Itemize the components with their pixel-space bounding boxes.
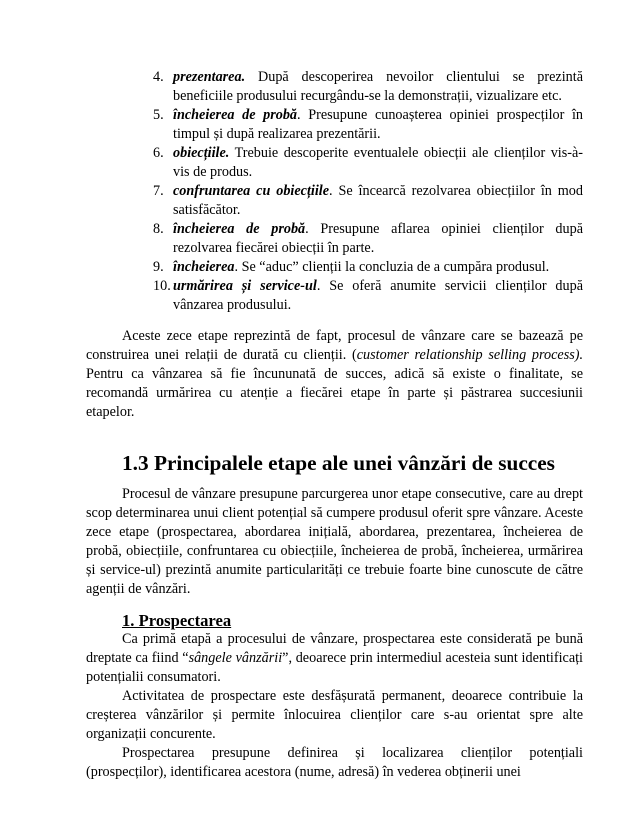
step-number: 9. [153, 259, 164, 275]
step-number: 5. [153, 107, 164, 123]
prospect-paragraph-3: Prospectarea presupune definirea și localizarea clienților potențiali (prospecților), identificarea acestora (nume, adresă) în vederea obținerii unei [86, 745, 583, 780]
summary-text: Aceste zece etape reprezintă de fapt, procesul de vânzare care se bazează pe construirea unei relații de durată cu clienții. ( [86, 328, 583, 363]
step-term: încheierea de probă [173, 221, 306, 237]
subheading-prospectarea: 1. Prospectarea [122, 611, 232, 630]
section-heading: 1.3 Principalele etape ale unei vânzări de succes [122, 451, 555, 475]
list-item [153, 144, 583, 182]
step-term: urmărirea și service-ul [173, 278, 317, 294]
step-text: . Presupune cunoașterea opiniei prospecților în timpul și după realizarea prezentării. [173, 107, 583, 142]
prospect-text-end: ”, deoarece prin intermediul acesteia sunt identificați potențialii consumatori. [86, 650, 584, 685]
prospect-paragraph-1 [86, 630, 583, 687]
list-item [153, 220, 583, 258]
sales-steps-list [153, 68, 583, 315]
step-number: 7. [153, 183, 164, 199]
summary-italic: customer relationship selling process). [356, 347, 584, 363]
prospect-italic: sângele vânzării [188, 650, 283, 666]
step-text: . Se încearcă rezolvarea obiecțiilor în mod satisfăcător. [173, 183, 583, 218]
section-intro-paragraph: Procesul de vânzare presupune parcurgerea unor etape consecutive, care au drept scop determinarea unui client potențial să cumpere produsul oferit spre vânzare. Aceste zece etape (prospectarea, abordarea inițială, abordarea, prezentarea, încheierea de probă, obiecțiile, confruntarea cu obiecțiile, încheierea de probă, încheierea, urmărirea și service-ul) prezintă anumite particularități ce trebuie foarte bine cunoscute de către agenții de vânzări. [86, 486, 583, 597]
prospect-text: Ca primă etapă a procesului de vânzare, prospectarea este considerată pe bună dreptate ca fiind “ [86, 631, 583, 666]
step-text: Trebuie descoperite eventualele obiecții ale clienților vis-à-vis de produs. [173, 145, 583, 180]
list-item [153, 258, 583, 277]
step-number: 8. [153, 221, 164, 237]
step-text: După descoperirea nevoilor clientului se prezintă beneficiile produsului recurgându-se la demonstrații, vizualizare etc. [173, 69, 583, 104]
step-number: 6. [153, 145, 164, 161]
step-text: . Se “aduc” clienții la concluzia de a cumpăra produsul. [234, 259, 550, 275]
step-term: obiecțiile. [173, 145, 230, 161]
prospect-paragraph-2: Activitatea de prospectare este desfășurată permanent, deoarece contribuie la creșterea vânzărilor și permite înlocuirea clienților care s-au orientat spre alte organizații concurente. [86, 688, 583, 742]
list-item [153, 277, 583, 315]
step-number: 10. [153, 278, 171, 294]
step-term: încheierea [173, 259, 235, 275]
list-item [153, 182, 583, 220]
summary-text-end: Pentru ca vânzarea să fie încununată de succes, adică să existe o finalitate, se recomandă urmărirea cu atenție a fiecărei etape în parte și păstrarea succesiunii etapelor. [86, 366, 583, 420]
step-number: 4. [153, 69, 164, 85]
list-item [153, 68, 583, 106]
step-text: . Se oferă anumite servicii clienților după vânzarea produsului. [173, 278, 584, 313]
step-term: prezentarea. [173, 69, 246, 85]
step-text: . Presupune aflarea opiniei clienților după rezolvarea fiecărei obiecții în parte. [173, 221, 583, 256]
step-term: încheierea de probă [173, 107, 298, 123]
list-item [153, 106, 583, 144]
step-term: confruntarea cu obiecțiile [173, 183, 330, 199]
summary-paragraph [86, 327, 583, 422]
